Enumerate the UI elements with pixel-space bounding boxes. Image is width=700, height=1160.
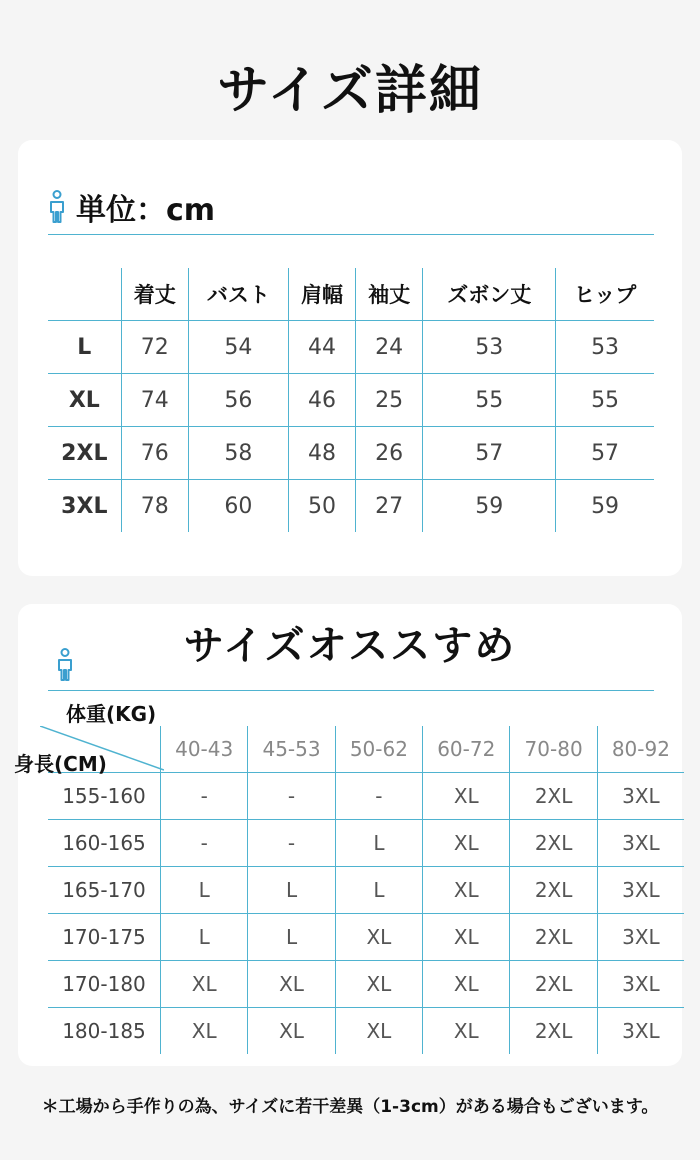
weight-column-header: 50-62	[335, 726, 422, 773]
table-cell: 53	[556, 321, 654, 374]
table-cell: -	[248, 773, 335, 820]
unit-row	[48, 184, 654, 230]
size-label: XL	[48, 374, 121, 427]
divider	[48, 234, 654, 235]
height-range-label: 180-185	[48, 1008, 161, 1055]
table-cell: 59	[423, 480, 556, 533]
table-cell: XL	[335, 914, 422, 961]
table-cell: XL	[161, 961, 248, 1008]
size-label: 3XL	[48, 480, 121, 533]
size-detail-card	[18, 140, 682, 576]
table-row	[48, 321, 654, 374]
unit-label: 単位：cm	[76, 193, 216, 228]
corner-diagonal	[40, 726, 164, 772]
table-cell: -	[248, 820, 335, 867]
weight-column-header: 70-80	[510, 726, 597, 773]
table-cell: L	[161, 867, 248, 914]
table-cell: XL	[423, 1008, 510, 1055]
footnote: ＊工場から手作りの為、サイズに若干差異（1-3cm）がある場合もございます。	[41, 1097, 659, 1117]
table-cell: 78	[121, 480, 188, 533]
table-cell: 57	[423, 427, 556, 480]
table-cell: L	[161, 914, 248, 961]
table-row	[48, 374, 654, 427]
table-cell: 72	[121, 321, 188, 374]
height-range-label: 155-160	[48, 773, 161, 820]
table-cell: 2XL	[510, 1008, 597, 1055]
recommendation-table	[14, 702, 684, 1054]
table-cell: L	[248, 914, 335, 961]
weight-column-header: 45-53	[248, 726, 335, 773]
table-row	[48, 914, 684, 961]
column-header: 袖丈	[356, 268, 423, 321]
table-cell: 3XL	[597, 773, 684, 820]
weight-column-header: 60-72	[423, 726, 510, 773]
table-cell: XL	[423, 867, 510, 914]
table-cell: L	[335, 867, 422, 914]
table-row	[48, 427, 654, 480]
table-cell: 26	[356, 427, 423, 480]
table-row	[48, 961, 684, 1008]
table-cell: 3XL	[597, 820, 684, 867]
table-cell: XL	[423, 773, 510, 820]
table-cell: 59	[556, 480, 654, 533]
table-cell: XL	[161, 1008, 248, 1055]
table-cell: 58	[188, 427, 288, 480]
table-cell: 48	[288, 427, 355, 480]
table-cell: -	[161, 820, 248, 867]
table-cell: 76	[121, 427, 188, 480]
table-cell: 74	[121, 374, 188, 427]
table-header-row	[48, 268, 654, 321]
table-cell: XL	[423, 820, 510, 867]
table-row	[48, 773, 684, 820]
table-header-row	[48, 726, 684, 773]
table-cell: XL	[248, 961, 335, 1008]
table-cell: 54	[188, 321, 288, 374]
table-cell: 46	[288, 374, 355, 427]
table-cell: 3XL	[597, 914, 684, 961]
table-cell: 3XL	[597, 1008, 684, 1055]
table-cell: 2XL	[510, 820, 597, 867]
recommendation-title: サイズオススすめ	[183, 623, 517, 669]
weight-label: 体重(KG)	[66, 702, 157, 726]
table-cell: 60	[188, 480, 288, 533]
table-cell: XL	[335, 961, 422, 1008]
table-row	[48, 480, 654, 533]
size-label: 2XL	[48, 427, 121, 480]
divider	[48, 690, 654, 691]
table-cell: -	[161, 773, 248, 820]
table-cell: 3XL	[597, 961, 684, 1008]
table-cell: 3XL	[597, 867, 684, 914]
table-cell: 25	[356, 374, 423, 427]
table-cell: XL	[335, 1008, 422, 1055]
height-range-label: 170-175	[48, 914, 161, 961]
table-cell: XL	[423, 914, 510, 961]
table-cell: 57	[556, 427, 654, 480]
table-cell: 2XL	[510, 961, 597, 1008]
table-cell: 44	[288, 321, 355, 374]
table-row	[48, 1008, 684, 1055]
table-cell: L	[335, 820, 422, 867]
table-cell: 2XL	[510, 914, 597, 961]
table-cell: 53	[423, 321, 556, 374]
height-range-label: 170-180	[48, 961, 161, 1008]
table-cell: 55	[423, 374, 556, 427]
column-header: ヒップ	[556, 268, 654, 321]
height-range-label: 160-165	[48, 820, 161, 867]
table-cell: XL	[423, 961, 510, 1008]
column-header: ズボン丈	[423, 268, 556, 321]
table-cell: 2XL	[510, 773, 597, 820]
table-cell: 50	[288, 480, 355, 533]
column-header: 肩幅	[288, 268, 355, 321]
table-cell: 2XL	[510, 867, 597, 914]
table-row	[48, 867, 684, 914]
table-cell: 55	[556, 374, 654, 427]
table-cell: -	[335, 773, 422, 820]
table-cell: 27	[356, 480, 423, 533]
height-range-label: 165-170	[48, 867, 161, 914]
person-icon	[48, 190, 66, 224]
table-cell: 56	[188, 374, 288, 427]
size-table	[48, 268, 654, 532]
header-corner-cell	[48, 268, 121, 321]
table-cell: L	[248, 867, 335, 914]
height-label: 身長(CM)	[14, 752, 107, 776]
table-cell: XL	[248, 1008, 335, 1055]
weight-column-header: 80-92	[597, 726, 684, 773]
person-icon	[56, 648, 74, 682]
size-label: L	[48, 321, 121, 374]
corner-cell	[14, 702, 161, 776]
weight-column-header: 40-43	[161, 726, 248, 773]
column-header: 着丈	[121, 268, 188, 321]
column-header: バスト	[188, 268, 288, 321]
table-cell: 24	[356, 321, 423, 374]
recommendation-card	[14, 604, 682, 1066]
page-title: サイズ詳細	[217, 61, 483, 121]
table-row	[48, 820, 684, 867]
